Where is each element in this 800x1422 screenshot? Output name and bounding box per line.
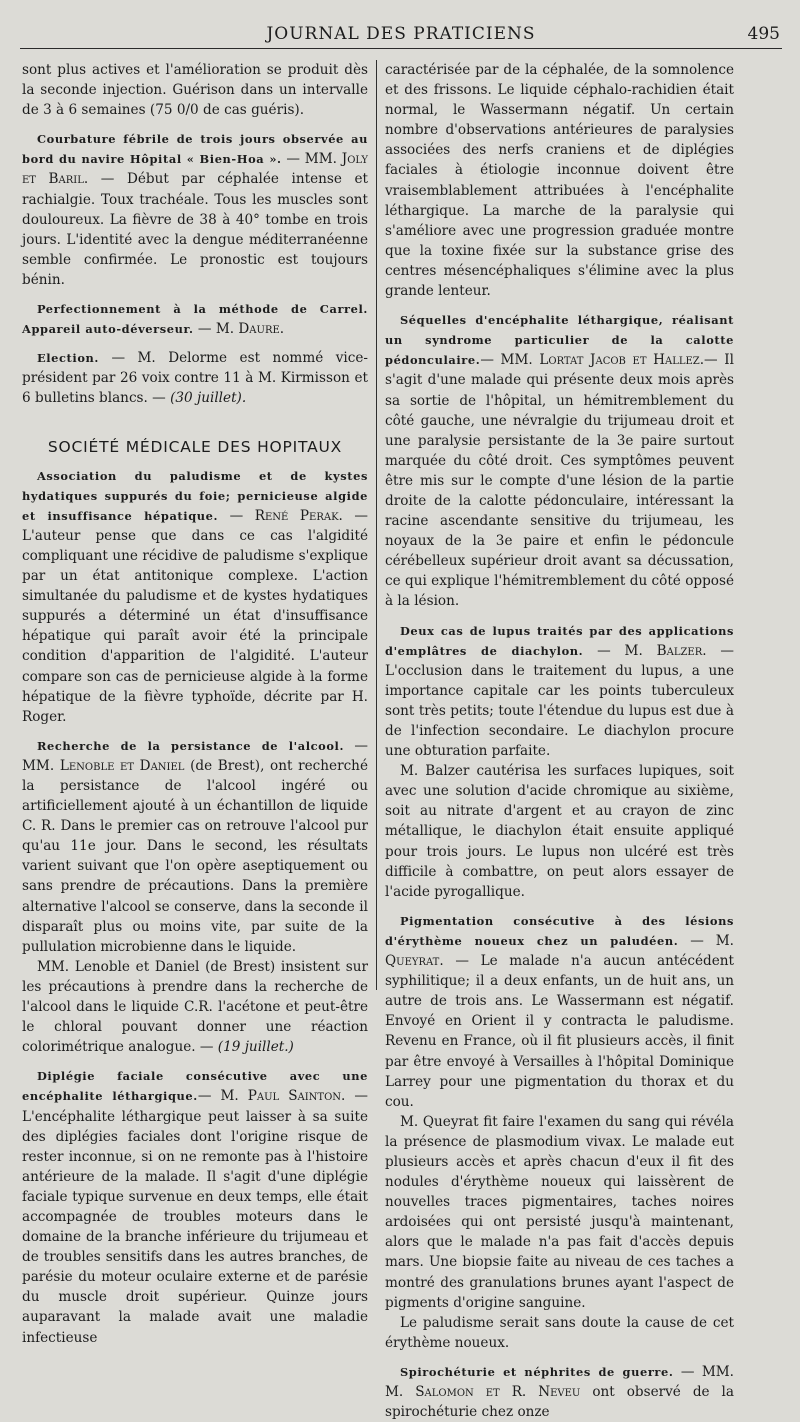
entry-pigmentation-p2: M. Queyrat fit faire l'examen du sang qui révéla la présence de plasmodium vivax. Le malade eut plusieurs accès et après chacun d'eux il fit des nodules d'érythème noueux qui laissèrent de nouvelles traces pigmentaires, taches noires ardoisées qui ont persisté jusqu'à maintenant, alors que le malade n'a pas fait d'accès depuis mars. Une biopsie faite au niveau de ces taches a montré des granulations brunes ayant l'aspect de pigments d'origine sanguine. [385,1113,734,1311]
entry-heading: Courbature fébrile de trois jours observée au bord du navire Hôpital « Bien-Hoa ». [22,132,368,167]
entry-heading: Election. [36,351,99,366]
entry-authors: — MM. Lenoble et Daniel [22,737,368,774]
entry-heading: Perfectionnement à la méthode de Carrel. Appareil auto-déverseur. [22,302,368,337]
entry-spirochet [385,1362,734,1422]
entry-heading: Pigmentation consécutive à des lésions d'érythème noueux chez un paludéen. [385,913,734,948]
entry-authors: — MM. M. Salomon et R. Neveu [385,1363,734,1400]
entry-heading: Diplégie faciale consécutive avec une encéphalite léthargique. [22,1069,368,1104]
left-column [22,60,368,1348]
paragraph-continued: caractérisée par de la céphalée, de la somnolence et des frissons. Le liquide céphalo-rachidien était normal, le Wassermann négatif. Un certain nombre d'observations antérieures de paralysies associées des nerfs craniens et de diplégies faciales à étiologie inconnue doivent être vraisemblablement attribuées à l'encéphalite léthargique. La marche de la paralysie qui s'améliore avec une progression graduée montre que la toxine fixée sur la substance grise des centres mésencéphaliques s'élimine avec la plus grande lenteur. [385,62,734,300]
right-column [385,60,734,1422]
entry-authors: — MM. Lortat Jacob et Hallez.— [480,352,725,369]
entry-body: MM. Lenoble et Daniel (de Brest) insistent sur les précautions à prendre dans la recherche de l'alcool dans le liquide C.R. l'acétone et peut-être le chloral pouvant donner une réaction colorimétrique analogue. — [22,958,368,1056]
entry-heading: Séquelles d'encéphalite léthargique, réalisant un syndrome particulier de la calotte pédonculaire. [385,313,734,368]
entry-authors: — M. Queyrat. — [385,932,734,970]
paragraph-continued: sont plus actives et l'amélioration se produit dès la seconde injection. Guérison dans un intervalle de 3 à 6 semaines (75 0/0 de cas guéris). [22,62,368,119]
entry-body: ont observé de la spirochéturie chez onze [385,1384,734,1421]
entry-sequelles [385,310,734,611]
entry-lupus-p2: M. Balzer cautérisa les surfaces lupiques, soit avec une solution d'acide chromique au sixième, soit au nitrate d'argent et au crayon de zinc métallique, le diachylon était ensuite appliqué pour trois jours. Le lupus non ulcéré est très difficile à combattre, on peut alors essayer de l'acide pyrogallique. [385,763,734,900]
entry-alcool-p2 [22,957,368,1057]
entry-authors: — MM. Joly et Baril. — [22,151,368,188]
entry-pigmentation [385,911,734,1112]
entry-body: L'occlusion dans le traitement du lupus, a une importance capitale car les points tuberculeux sont très petits; toute l'étendue du lupus est due à de l'infection secondaire. Le diachylon procure une obturation parfaite. [385,662,734,760]
entry-perfectionnement [22,299,368,339]
entry-courbature [22,129,368,290]
entry-date: (30 juillet). [170,390,247,407]
entry-body: L'auteur pense que dans ce cas l'algidité compliquant une récidive de paludisme s'explique par un état antitonique complexe. L'action simultanée du paludisme et de kystes hydatiques suppurés a déterminé un état d'insuffisance hépatique qui paraît avoir été la principale condition d'apparition de l'algidité. L'auteur compare son cas de pernicieuse algide à la forme hépatique de la fièvre typhoïde, décrite par H. Roger. [22,527,368,725]
entry-pigmentation-p3: Le paludisme serait sans doute la cause de cet érythème noueux. [385,1314,734,1351]
entry-election [22,348,368,408]
entry-heading: Spirochéturie et néphrites de guerre. [399,1364,674,1379]
page-number: 495 [747,24,780,44]
entry-alcool [22,736,368,957]
entry-body: Le malade n'a aucun antécédent syphilitique; il a deux enfants, un de huit ans, un autre de trois ans. Le Wassermann est négatif. Envoyé en Orient il y contracta le paludisme. Revenu en France, où il fit plusieurs accès, il finit par être envoyé à Versailles à l'hôpital Dominique Larrey pour une pigmentation du thorax et du cou. [385,953,734,1110]
entry-authors: — M. Paul Sainton. — [197,1088,368,1105]
entry-date: (19 juillet.) [217,1039,294,1056]
entry-body: Début par céphalée intense et rachialgie. Toux trachéale. Tous les muscles sont douloureux. La fièvre de 38 à 40° tombe en trois jours. L'identité avec la dengue méditerranéenne semble confirmée. Le pronostic est toujours bénin. [22,171,368,288]
entry-body: L'encéphalite léthargique peut laisser à sa suite des diplégies faciales dont l'origine risque de rester inconnue, si on ne remonte pas à l'histoire antérieure de la malade. Il s'agit d'une diplégie faciale typique survenue en deux temps, elle était accompagnée de troubles moteurs dans le domaine de la branche inférieure du trijumeau et de troubles sensitifs dans les autres branches, de parésie du moteur oculaire externe et de parésie du muscle droit supérieur. Quinze jours auparavant la malade avait une maladie infectieuse [22,1108,368,1346]
entry-authors: — René Perak. — [218,507,369,524]
column-divider [376,60,377,990]
entry-heading: Recherche de la persistance de l'alcool. [36,738,345,753]
entry-heading: Association du paludisme et de kystes hydatiques suppurés du foie; pernicieuse algide et insuffisance hépatique. [22,468,368,523]
entry-body: Il s'agit d'une malade qui présente deux mois après sa sortie de l'hôpital, un hémitremblement du côté gauche, une névralgie du trijumeau droit et une paralysie persistante de la 3e paire surtout marquée du côté droit. Ces symptômes peuvent être mis sur le compte d'une lésion de la partie droite de la calotte pédonculaire, intéressant la racine ascendante sensitive du trijumeau, les noyaux de la 3e paire et enfin le pédoncule cérébelleux supérieur droit avant sa décussation, ce qui explique l'hémitremblement du côté opposé à la lésion. [385,352,734,610]
entry-diplegie [22,1066,368,1347]
entry-heading: Deux cas de lupus traités par des applications d'emplâtres de diachylon. [385,623,734,658]
journal-title: JOURNAL DES PRATICIENS [266,24,536,44]
entry-body: (de Brest), ont recherché la persistance de l'alcool ingéré ou artificiellement ajouté à un échantillon de liquide C. R. Dans le premier cas on retrouve l'alcool pur qu'au 11e jour. Dans le second, les résultats varient suivant que l'on opère aseptiquement ou sans prendre de précautions. Dans la première alternative l'alcool se conserve, dans la seconde il disparaît plus ou moins vite, par suite de la pullulation microbienne dans le liquide. [22,757,368,955]
entry-authors: — M. Balzer. — [583,642,735,659]
entry-paludisme [22,466,368,727]
section-title: SOCIÉTÉ MÉDICALE DES HOPITAUX [47,437,343,456]
entry-authors: — M. Daure. [193,321,285,338]
entry-body: — M. Delorme est nommé vice-président par 26 voix contre 11 à M. Kirmisson et 6 bulletins blancs. — [22,350,368,407]
entry-lupus [385,621,734,762]
running-header [20,22,782,49]
